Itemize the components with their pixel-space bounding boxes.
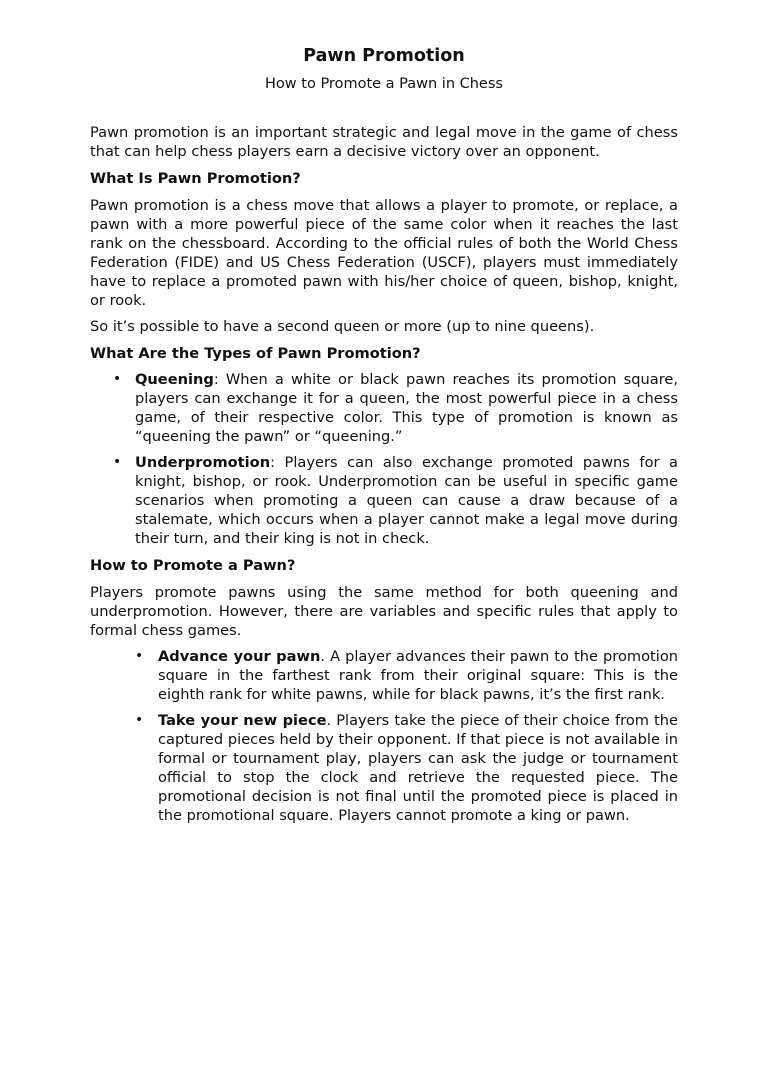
bullet-icon: •: [113, 454, 122, 470]
section-heading-what-is: What Is Pawn Promotion?: [90, 170, 301, 187]
bullet-icon: •: [113, 371, 122, 387]
section-paragraph: Players promote pawns using the same method for both queening and underpromotion. However, there are variables and specific rules that apply to formal chess games.: [90, 584, 678, 639]
list-item-text: : When a white or black pawn reaches its promotion square, players can exchange it for a queen, the most powerful piece in a chess game, of their respective color. This type of promotion is known as “queening the pawn” or “queening.”: [135, 371, 678, 445]
document-page: [0, 44, 768, 1068]
bullet-icon: •: [135, 712, 144, 728]
intro-paragraph: Pawn promotion is an important strategic and legal move in the game of chess that can help chess players earn a decisive victory over an opponent.: [90, 124, 678, 160]
section-paragraph: So it’s possible to have a second queen or more (up to nine queens).: [90, 318, 595, 335]
list-item-term: Take your new piece: [158, 712, 327, 729]
document-subtitle: How to Promote a Pawn in Chess: [265, 76, 503, 92]
list-item-text: . Players take the piece of their choice from the captured pieces held by their opponent. If that piece is not available in formal or tournament play, players can ask the judge or tournament official to stop the clock and retrieve the requested piece. The promotional decision is not final until the promoted piece is placed in the promotional square. Players cannot promote a king or pawn.: [158, 712, 678, 824]
list-item-term: Advance your pawn: [158, 648, 321, 665]
section-paragraph: Pawn promotion is a chess move that allows a player to promote, or replace, a pawn with a more powerful piece of the same color when it reaches the last rank on the chessboard. According to the official rules of both the World Chess Federation (FIDE) and US Chess Federation (USCF), players must immediately have to replace a promoted pawn with his/her choice of queen, bishop, knight, or rook.: [90, 197, 678, 309]
section-heading-types: What Are the Types of Pawn Promotion?: [90, 345, 421, 362]
list-item: [90, 453, 678, 548]
list-item-term: Queening: [135, 371, 214, 388]
list-item-term: Underpromotion: [135, 454, 271, 471]
bullet-icon: •: [135, 648, 144, 664]
list-item: [90, 647, 678, 704]
promotion-steps-list: [90, 647, 678, 825]
list-item-text: : Players can also exchange promoted pawns for a knight, bishop, or rook. Underpromotion can be useful in specific game scenarios when promoting a queen can cause a draw because of a stalemate, which occurs when a player cannot make a legal move during their turn, and their king is not in check.: [135, 454, 678, 547]
list-item: [90, 711, 678, 825]
list-item-text: . A player advances their pawn to the promotion square in the farthest rank from their original square: This is the eighth rank for white pawns, while for black pawns, it’s the first rank.: [158, 648, 678, 703]
document-title: Pawn Promotion: [303, 46, 465, 66]
list-item: [90, 370, 678, 446]
promotion-types-list: [90, 370, 678, 548]
section-heading-how-to: How to Promote a Pawn?: [90, 557, 296, 574]
